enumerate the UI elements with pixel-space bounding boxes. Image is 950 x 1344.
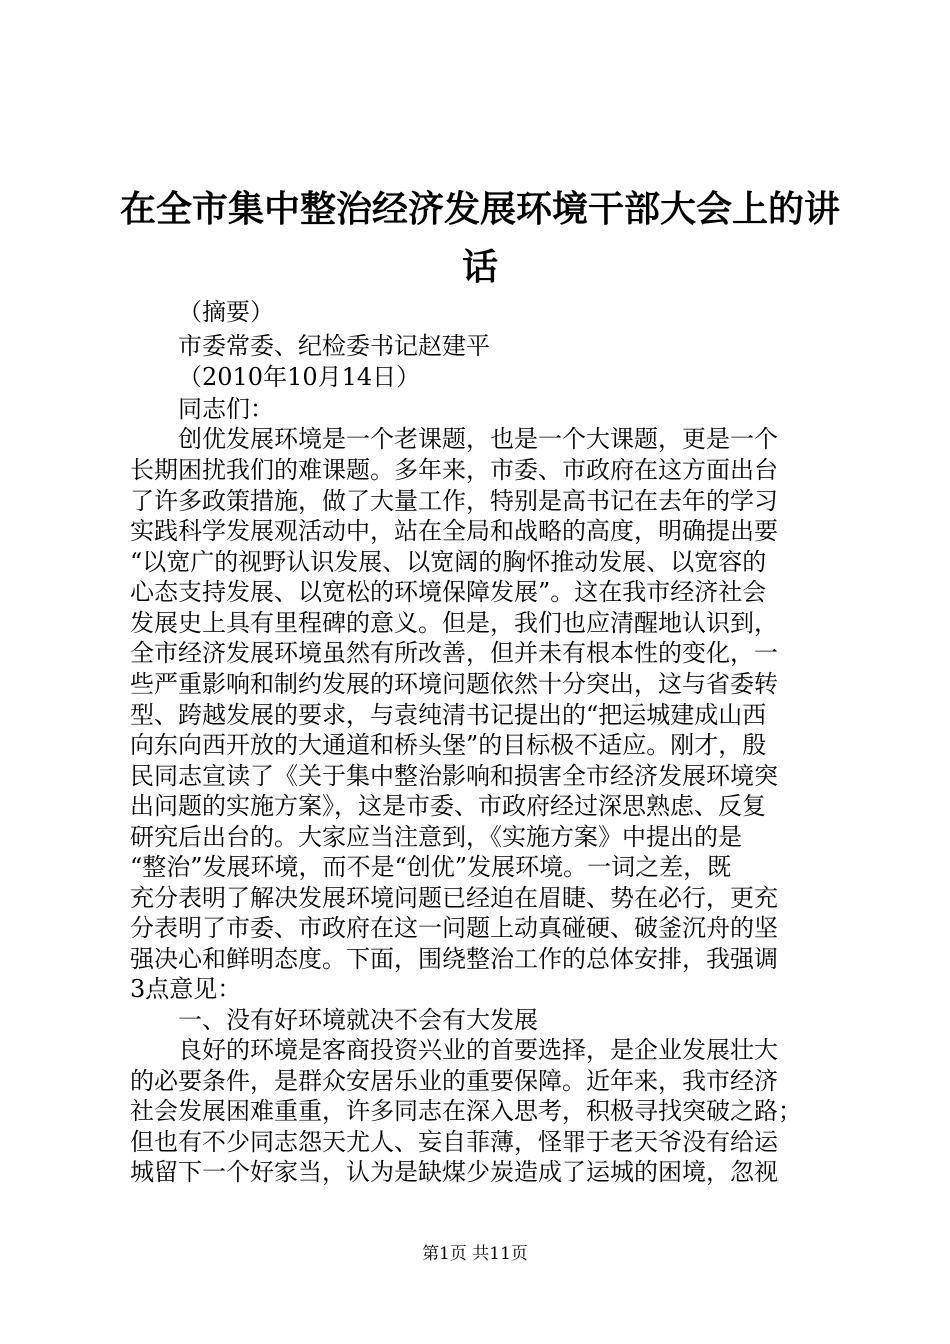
- body-line: 强决心和鲜明态度。下面，围绕整治工作的总体安排，我强调: [130, 945, 778, 973]
- date-line: （2010年10月14日）: [178, 363, 421, 391]
- body-line: 充分表明了解决发展环境问题已经迫在眉睫、势在必行，更充: [130, 884, 778, 912]
- body-line: 了许多政策措施，做了大量工作，特别是高书记在去年的学习: [130, 487, 778, 515]
- body-line: 全市经济发展环境虽然有所改善，但并未有根本性的变化，一: [130, 639, 778, 667]
- body-line: 3点意见：: [130, 975, 242, 1003]
- body-line: 型、跨越发展的要求，与袁纯清书记提出的“把运城建成山西: [130, 701, 767, 729]
- body-line: 出问题的实施方案》，这是市委、市政府经过深思熟虑、反复: [130, 792, 766, 820]
- body-line: 心态支持发展、以宽松的环境保障发展”。这在我市经济社会: [130, 578, 767, 606]
- body-line: 实践科学发展观活动中，站在全局和战略的高度，明确提出要: [130, 517, 778, 545]
- page-footer: 第1页 共11页: [422, 1244, 528, 1264]
- greeting: 同志们：: [178, 395, 274, 423]
- body-line: 些严重影响和制约发展的环境问题依然十分突出，这与省委转: [130, 670, 778, 698]
- body-line: 民同志宣读了《关于集中整治影响和损害全市经济发展环境突: [130, 762, 778, 790]
- body-line: 长期困扰我们的难课题。多年来，市委、市政府在这方面出台: [130, 456, 778, 484]
- body-line: 创优发展环境是一个老课题，也是一个大课题，更是一个: [178, 425, 778, 453]
- body-line: 城留下一个好家当，认为是缺煤少炭造成了运城的困境，忽视: [130, 1158, 778, 1186]
- body-line: 但也有不少同志怨天尤人、妄自菲薄，怪罪于老天爷没有给运: [130, 1128, 778, 1156]
- body-line: “整治”发展环境，而不是“创优”发展环境。一词之差，既: [130, 853, 732, 881]
- body-line: 研究后出台的。大家应当注意到，《实施方案》中提出的是: [130, 823, 742, 851]
- title-line-2: 话: [461, 247, 498, 288]
- body-line: 良好的环境是客商投资兴业的首要选择，是企业发展壮大: [178, 1036, 778, 1064]
- body-line: 的必要条件，是群众安居乐业的重要保障。近年来，我市经济: [130, 1067, 778, 1095]
- speaker-line: 市委常委、纪检委书记赵建平: [178, 332, 490, 360]
- body-line: 分表明了市委、市政府在这一问题上动真碰硬、破釜沉舟的坚: [130, 914, 778, 942]
- body-line: 社会发展困难重重，许多同志在深入思考，积极寻找突破之路；: [130, 1097, 802, 1125]
- title-line-1: 在全市集中整治经济发展环境干部大会上的讲: [120, 189, 841, 230]
- abstract-label: （摘要）: [178, 298, 274, 326]
- body-line: 向东向西开放的大通道和桥头堡”的目标极不适应。刚才，殷: [130, 731, 767, 759]
- section-heading: 一、没有好环境就决不会有大发展: [178, 1006, 538, 1034]
- body-line: 发展史上具有里程碑的意义。但是，我们也应清醒地认识到，: [130, 609, 778, 637]
- body-line: “以宽广的视野认识发展、以宽阔的胸怀推动发展、以宽容的: [130, 548, 767, 576]
